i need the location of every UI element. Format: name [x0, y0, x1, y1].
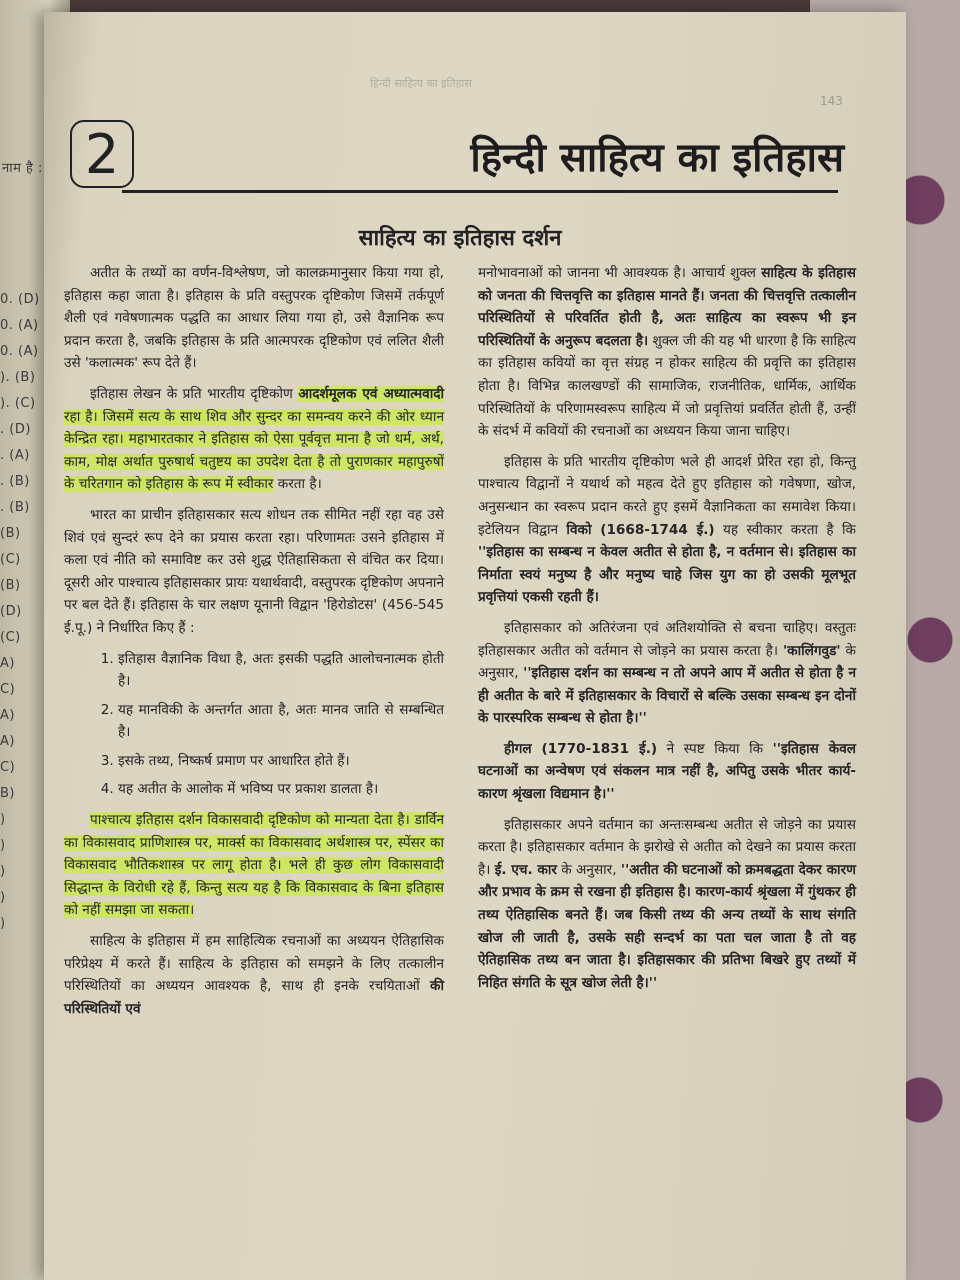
chapter-rule	[122, 190, 838, 193]
paragraph: अतीत के तथ्यों का वर्णन-विश्लेषण, जो कालक्रमानुसार किया गया हो, इतिहास कहा जाता है। इतिहास के प्रति वस्तुपरक दृष्टिकोण जिसमें तर्कपूर्ण शैली एवं गवेषणात्मक पद्धति का आधार लिया गया हो, उसे वैज्ञानिक रूप प्रदान करता है, जबकि इतिहास के प्रति आत्मपरक दृष्टिकोण एवं ललित शैली उसे 'कलात्मक' रूप देते हैं।	[64, 265, 444, 372]
adjacent-answer: A)	[0, 708, 15, 723]
adjacent-answer: C)	[0, 760, 16, 775]
right-column	[478, 262, 856, 1002]
adjacent-answer: 0. (A)	[0, 344, 39, 359]
left-column	[64, 262, 444, 1028]
adjacent-answer: (C)	[0, 552, 21, 567]
highlighted-text: रहा है। जिसमें सत्य के साथ शिव और सुन्दर का समन्वय करने की ओर ध्यान केन्द्रित रहा। महाभारतकार ने इतिहास को ऐसा पूर्ववृत्त माना है जो धर्म, अर्थ, काम, मोक्ष अर्थात पुरुषार्थ चतुष्टय का उपदेश देता है तो पुराणकार महापुरुषों के चरितगान को इतिहास के रूप में स्वीकार	[64, 408, 444, 493]
chapter-number: 2	[84, 122, 120, 186]
adjacent-answer: . (B)	[0, 474, 30, 489]
chapter-number-box	[70, 120, 134, 188]
list-item: 3. इसके तथ्य, निष्कर्ष प्रमाण पर आधारित होते हैं।	[118, 750, 444, 773]
list-item: 2. यह मानविकी के अन्तर्गत आता है, अतः मानव जाति से सम्बन्धित है।	[118, 699, 444, 744]
adjacent-answer: A)	[0, 734, 15, 749]
adjacent-answer: (B)	[0, 578, 21, 593]
adjacent-answer: )	[0, 864, 6, 879]
adjacent-answer: )	[0, 916, 6, 931]
adjacent-answer: )	[0, 838, 6, 853]
adjacent-answer: ). (B)	[0, 370, 36, 385]
adjacent-answer: . (B)	[0, 500, 30, 515]
adjacent-answer: )	[0, 812, 6, 827]
adjacent-answer: )	[0, 890, 6, 905]
paragraph: मनोभावनाओं को जानना भी आवश्यक है। आचार्य शुक्ल साहित्य के इतिहास को जनता की चित्तवृत्ति का इतिहास मानते हैं। जनता की चित्तवृत्ति तत्कालीन परिस्थितियों से परिवर्तित होती है, अतः साहित्य का स्वरूप भी इन परिस्थितियों के अनुरूप बदलता है। शुक्ल जी की यह भी धारणा है कि साहित्य का इतिहास कवियों का वृत्त संग्रह न होकर साहित्य की प्रवृत्ति का इतिहास होता है। विभिन्न कालखण्डों की सामाजिक, राजनीतिक, धार्मिक, आर्थिक परिस्थितियों के परिणामस्वरूप साहित्य में जो प्रवृत्तियां प्रवर्तित होती हैं, उन्हीं के संदर्भ में कवियों की रचनाओं का अध्ययन किया जाना चाहिए।	[478, 265, 857, 440]
page-number: 143	[820, 94, 843, 108]
paragraph: इतिहास लेखन के प्रति भारतीय दृष्टिकोण आदर्शमूलक एवं अध्यात्मवादी रहा है। जिसमें सत्य के साथ शिव और सुन्दर का समन्वय करने की ओर ध्यान केन्द्रित रहा। महाभारतकार ने इतिहास को ऐसा पूर्ववृत्त माना है जो धर्म, अर्थ, काम, मोक्ष अर्थात पुरुषार्थ चतुष्टय का उपदेश देता है तो पुराणकार महापुरुषों के चरितगान को इतिहास के रूप में स्वीकार करता है।	[64, 385, 444, 493]
section-title: साहित्य का इतिहास दर्शन	[358, 226, 562, 251]
paragraph: इतिहासकार को अतिरंजना एवं अतिशयोक्ति से बचना चाहिए। वस्तुतः इतिहासकार अतीत को वर्तमान से जोड़ने का प्रयास करता है। 'कालिंगवुड' के अनुसार, ''इतिहास दर्शन का सम्बन्ध न तो अपने आप में अतीत से होता है न ही अतीत के बारे में इतिहासकार के विचारों से बल्कि उसका सम्बन्ध इन दोनों के पारस्परिक सम्बन्ध से होता है।''	[478, 619, 856, 727]
paragraph: भारत का प्राचीन इतिहासकार सत्य शोधन तक सीमित नहीं रहा वह उसे शिवं एवं सुन्दरं रूप देने का प्रयास करता रहा। परिणामतः उसने इतिहास में कला एवं नीति को समाविष्ट कर उसे शुद्ध ऐतिहासिकता से वंचित कर दिया। दूसरी ओर पाश्चात्य इतिहासकार प्रायः यथार्थवादी, वस्तुपरक दृष्टिकोण अपनाने पर बल देते हैं। इतिहास के चार लक्षण यूनानी विद्वान 'हिरोडोटस' (456-545 ई.पू.) ने निर्धारित किए हैं :	[64, 506, 444, 636]
list-item: 4. यह अतीत के आलोक में भविष्य पर प्रकाश डालता है।	[118, 778, 444, 801]
adjacent-answer: (C)	[0, 630, 21, 645]
paragraph: इतिहास के प्रति भारतीय दृष्टिकोण भले ही आदर्श प्रेरित रहा हो, किन्तु पाश्चात्य विद्वानों ने यथार्थ को महत्व देते हुए इतिहास को गवेषणा, खोज, अनुसन्धान का स्वरूप प्रदान करते हुए इसमें वैज्ञानिकता का समावेश किया। इटेलियन विद्वान विको (1668-1744 ई.) यह स्वीकार करता है कि ''इतिहास का सम्बन्ध न केवल अतीत से होता है, न वर्तमान से। इतिहास का निर्माता स्वयं मनुष्य है और मनुष्य चाहे जिस युग का हो उसकी मूलभूत प्रवृत्तियां एकसी रहती हैं।	[478, 453, 856, 606]
adjacent-answer: 0. (D)	[0, 292, 40, 307]
paragraph: साहित्य के इतिहास में हम साहित्यिक रचनाओं का अध्ययन ऐतिहासिक परिप्रेक्ष्य में करते हैं। साहित्य के इतिहास को समझने के लिए तत्कालीन परिस्थितियों का अध्ययन आवश्यक है, साथ ही इनके रचयिताओं की परिस्थितियों एवं	[64, 933, 444, 1017]
running-head: हिन्दी साहित्य का इतिहास	[370, 77, 472, 90]
paragraph: हीगल (1770-1831 ई.) ने स्पष्ट किया कि ''इतिहास केवल घटनाओं का अन्वेषण एवं संकलन मात्र नहीं है, अपितु उसके भीतर कार्य-कारण श्रृंखला विद्यमान है।''	[478, 740, 856, 803]
chapter-title: हिन्दी साहित्य का इतिहास	[470, 135, 844, 181]
adjacent-answer: . (A)	[0, 448, 30, 463]
numbered-list	[64, 648, 444, 802]
highlighted-text: आदर्शमूलक एवं अध्यात्मवादी	[298, 385, 444, 402]
adjacent-answer: (D)	[0, 604, 22, 619]
paragraph: इतिहासकार अपने वर्तमान का अन्तःसम्बन्ध अतीत से जोड़ने का प्रयास करता है। इतिहासकार वर्तमान के झरोखे से अतीत को देखने का प्रयास करता है। ई. एच. कार के अनुसार, ''अतीत की घटनाओं को क्रमबद्धता देकर कारण और प्रभाव के क्रम से रखना ही इतिहास है। कारण-कार्य श्रृंखला में गुंथकर ही तथ्य ऐतिहासिक बनते हैं। जब किसी तथ्य की अन्य तथ्यों के साथ संगति खोज ली जाती है, उसके सही सन्दर्भ का पता चल जाता है तो वह ऐतिहासिक तथ्य बन जाता है। इतिहासकार की प्रतिभा बिखरे हुए तथ्यों में निहित संगति के सूत्र खोज लेती है।''	[478, 816, 856, 991]
adjacent-page-label: नाम है :	[2, 161, 43, 176]
adjacent-answer: C)	[0, 682, 16, 697]
adjacent-answer: . (D)	[0, 422, 31, 437]
adjacent-answer: 0. (A)	[0, 318, 39, 333]
highlighted-text: पाश्चात्य इतिहास दर्शन विकासवादी दृष्टिकोण को मान्यता देता है। डार्विन का विकासवाद प्राणिशास्त्र पर, मार्क्स का विकासवाद अर्थशास्त्र पर, स्पेंसर का विकासवाद भौतिकशास्त्र पर लागू होता है। भले ही कुछ लोग विकासवादी सिद्धान्त के विरोधी रहे हैं, किन्तु सत्य यह है कि विकासवाद के बिना इतिहास को नहीं समझा जा सकता।	[64, 812, 444, 919]
adjacent-answer: (B)	[0, 526, 21, 541]
list-item: 1. इतिहास वैज्ञानिक विधा है, अतः इसकी पद्धति आलोचनात्मक होती है।	[118, 648, 444, 693]
adjacent-answer: A)	[0, 656, 15, 671]
adjacent-answer: ). (C)	[0, 396, 36, 411]
paragraph	[64, 809, 444, 922]
adjacent-answer: B)	[0, 786, 15, 801]
